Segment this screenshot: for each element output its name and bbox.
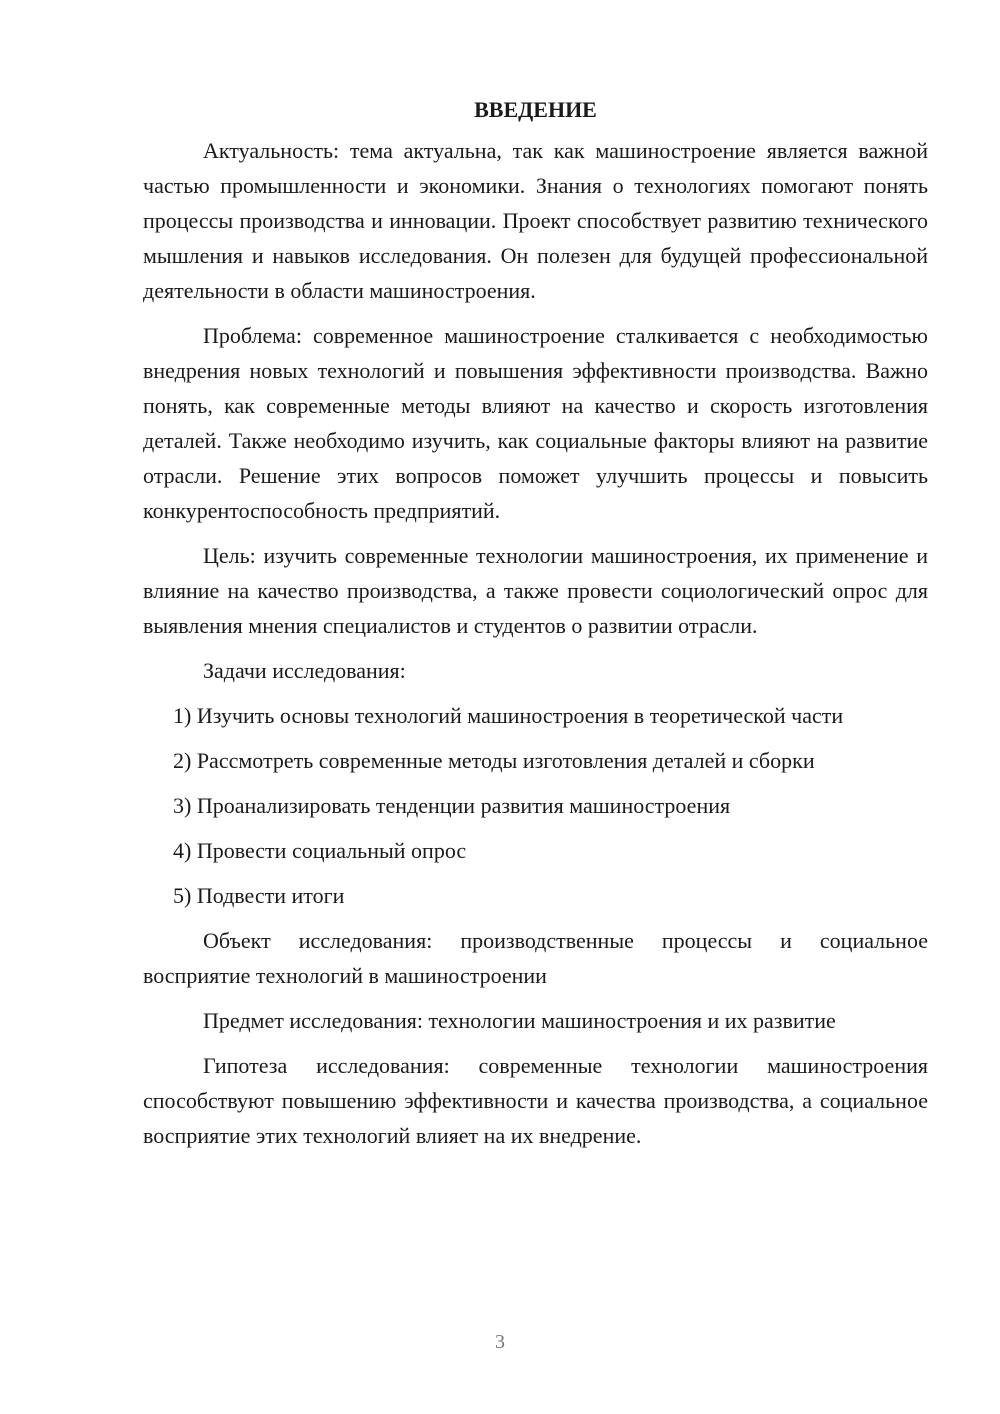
problem-paragraph: Проблема: современное машиностроение сталкивается с необходимостью внедрения новых технологий и повышения эффективности производства. Важно понять, как современные методы влияют на качество и скорость изготовления деталей. Также необходимо изучить, как социальные факторы влияют на развитие отрасли. Решение этих вопросов поможет улучшить процессы и повысить конкурентоспособность предприятий. — [143, 323, 928, 523]
object-paragraph: Объект исследования: производственные процессы и социальное восприятие технологий в машиностроении — [143, 928, 928, 988]
subject-paragraph: Предмет исследования: технологии машиностроения и их развитие — [203, 1008, 836, 1033]
hypothesis-paragraph: Гипотеза исследования: современные технологии машиностроения способствуют повышению эффективности и качества производства, а социальное восприятие этих технологий влияет на их внедрение. — [143, 1053, 928, 1148]
page-number: 3 — [495, 1331, 505, 1353]
tasks-heading: Задачи исследования: — [203, 658, 406, 683]
task-item-1: 1) Изучить основы технологий машиностроения в теоретической части — [173, 703, 844, 728]
task-item-3: 3) Проанализировать тенденции развития машиностроения — [173, 793, 731, 818]
document-page — [143, 92, 928, 1163]
task-item-5: 5) Подвести итоги — [173, 883, 345, 908]
task-item-4: 4) Провести социальный опрос — [173, 838, 467, 863]
goal-paragraph: Цель: изучить современные технологии машиностроения, их применение и влияние на качество производства, а также провести социологический опрос для выявления мнения специалистов и студентов о развитии отрасли. — [143, 543, 928, 638]
page-title: ВВЕДЕНИЕ — [474, 97, 597, 122]
task-item-2: 2) Рассмотреть современные методы изготовления деталей и сборки — [173, 748, 815, 773]
relevance-paragraph: Актуальность: тема актуальна, так как машиностроение является важной частью промышленности и экономики. Знания о технологиях помогают понять процессы производства и инновации. Проект способствует развитию технического мышления и навыков исследования. Он полезен для будущей профессиональной деятельности в области машиностроения. — [143, 138, 928, 303]
